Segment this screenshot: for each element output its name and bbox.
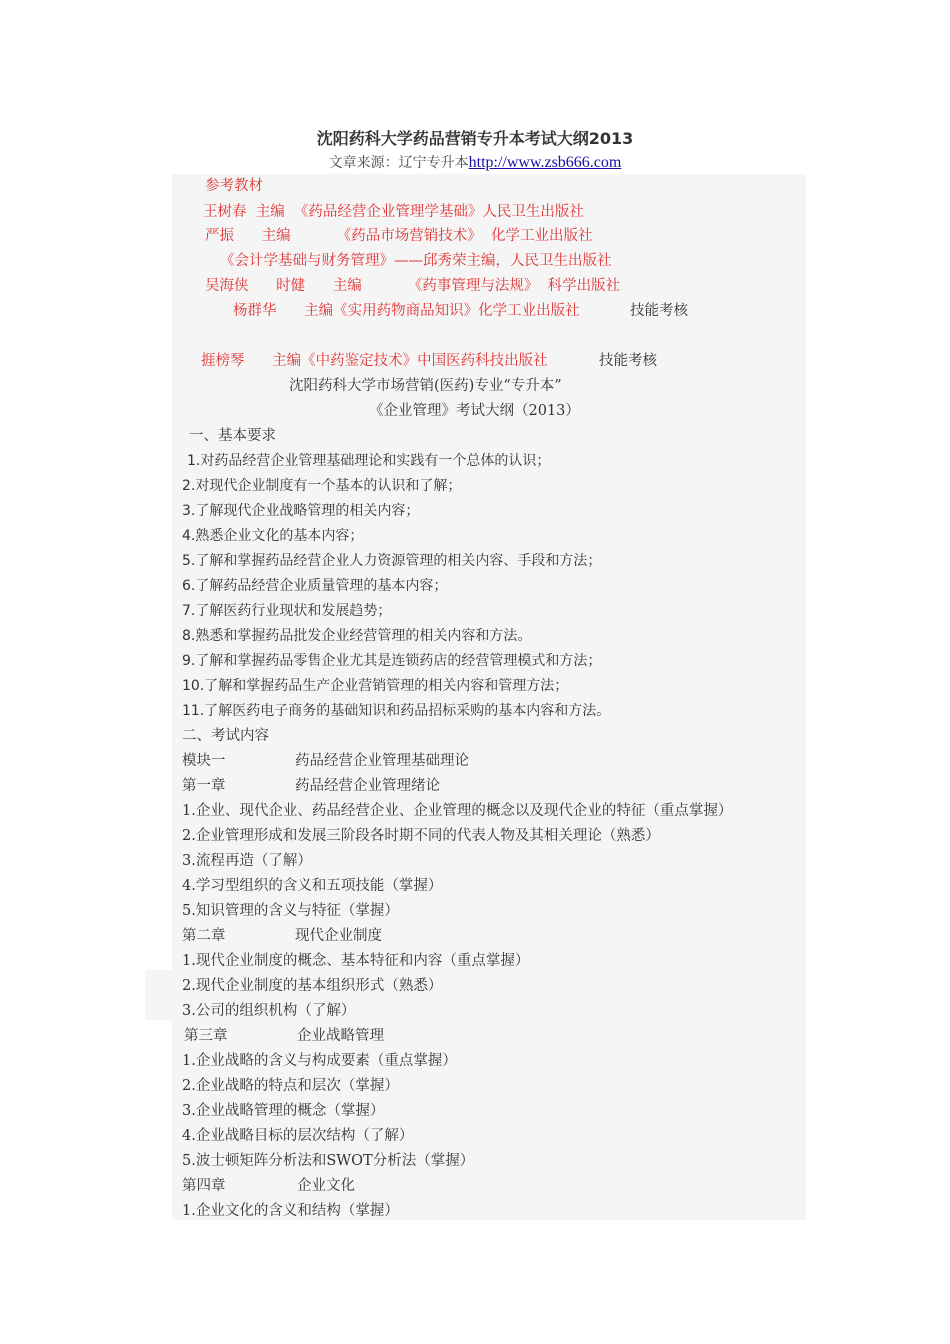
document-title: 沈阳药科大学药品营销专升本考试大纲2013 [316,129,634,148]
reference-item: 吴海侠 时健 主编 《药事管理与法规》 科学出版社 [205,278,621,294]
module-label: 模块一 [182,753,226,769]
chapter-item: 3.流程再造（了解） [182,853,312,869]
source-link[interactable]: http://www.zsb666.com [468,154,622,171]
chapter-label: 第二章 [182,928,226,944]
chapter-item: 2.企业战略的特点和层次（掌握） [182,1078,399,1094]
chapter-item: 5.波士顿矩阵分析法和SWOT分析法（掌握） [182,1153,475,1169]
chapter-item: 3.公司的组织机构（了解） [182,1003,356,1019]
chapter-label: 第四章 [182,1178,226,1194]
exam-line: 《企业管理》考试大纲（2013） [369,403,580,419]
reference-item: 王树春 主编 《药品经营企业管理学基础》人民卫生出版社 [203,204,584,220]
chapter-label: 第一章 [182,778,226,794]
requirement-item: 6.了解药品经营企业质量管理的基本内容； [182,578,448,594]
reference-item: 《会计学基础与财务管理》——邱秀荣主编，人民卫生出版社 [220,253,612,269]
chapter-item: 2.企业管理形成和发展三阶段各时期不同的代表人物及其相关理论（熟悉） [182,828,660,844]
requirement-item: 10.了解和掌握药品生产企业营销管理的相关内容和管理方法； [182,678,569,694]
chapter-item: 4.学习型组织的含义和五项技能（掌握） [182,878,443,894]
chapter-item: 1.企业战略的含义与构成要素（重点掌握） [182,1053,457,1069]
chapter-item: 4.企业战略目标的层次结构（了解） [182,1128,414,1144]
requirement-item: 11.了解医药电子商务的基础知识和药品招标采购的基本内容和方法。 [182,703,611,719]
reference-item: 捱榜琴 主编《中药鉴定技术》中国医药科技出版社 [201,353,548,369]
chapter-item: 1.企业、现代企业、药品经营企业、企业管理的概念以及现代企业的特征（重点掌握） [182,803,733,819]
requirement-item: 5.了解和掌握药品经营企业人力资源管理的相关内容、手段和方法； [182,553,602,569]
chapter-item: 1.企业文化的含义和结构（掌握） [182,1203,399,1219]
chapter-item: 5.知识管理的含义与特征（掌握） [182,903,399,919]
reference-item: 严振 主编 《药品市场营销技术》 化学工业出版社 [205,228,593,244]
reference-item: 杨群华 主编《实用药物商品知识》化学工业出版社 [233,303,580,319]
requirement-item: 8.熟悉和掌握药品批发企业经营管理的相关内容和方法。 [182,628,532,644]
requirement-item: 9.了解和掌握药品零售企业尤其是连锁药店的经营管理模式和方法； [182,653,602,669]
chapter-name: 企业文化 [297,1178,355,1194]
requirement-item: 7.了解医药行业现状和发展趋势； [182,603,392,619]
references-heading: 参考教材 [205,178,263,194]
source-label: 文章来源：辽宁专升本 [328,155,469,171]
school-line: 沈阳药科大学市场营销(医药)专业“专升本” [289,378,562,394]
skill-note: 技能考核 [599,353,657,369]
chapter-item: 2.现代企业制度的基本组织形式（熟悉） [182,978,443,994]
requirement-item: 2.对现代企业制度有一个基本的认识和了解； [182,478,462,494]
panel-notch [145,970,172,995]
chapter-name: 药品经营企业管理绪论 [295,778,440,794]
panel-notch-2 [145,995,172,1020]
section-title: 一、基本要求 [189,428,276,444]
chapter-name: 企业战略管理 [297,1028,384,1044]
requirement-item: 4.熟悉企业文化的基本内容； [182,528,364,544]
module-name: 药品经营企业管理基础理论 [295,753,469,769]
chapter-name: 现代企业制度 [295,928,382,944]
requirement-item: 3.了解现代企业战略管理的相关内容； [182,503,420,519]
chapter-label: 第三章 [184,1028,228,1044]
chapter-item: 3.企业战略管理的概念（掌握） [182,1103,385,1119]
skill-note: 技能考核 [630,303,688,319]
section-title: 二、考试内容 [182,728,269,744]
chapter-item: 1.现代企业制度的概念、基本特征和内容（重点掌握） [182,953,530,969]
requirement-item: 1.对药品经营企业管理基础理论和实践有一个总体的认识； [187,453,551,469]
article-source [0,152,950,172]
